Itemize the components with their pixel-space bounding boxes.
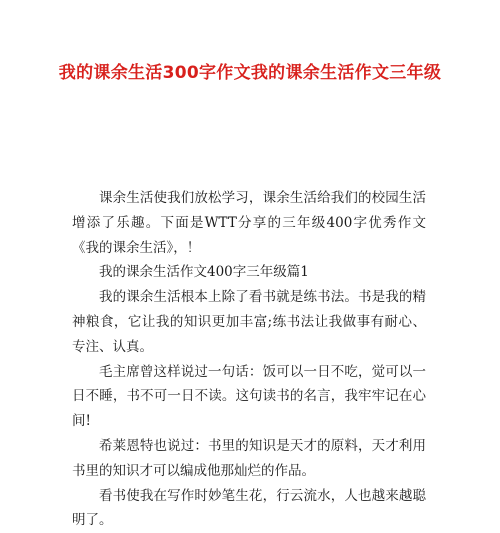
document-title: 我的课余生活300字作文我的课余生活作文三年级 [58,63,442,83]
paragraph: 希莱恩特也说过：书里的知识是天才的原料，天才利用书里的知识才可以编成他那灿烂的作品。 [72,437,426,479]
document-body [72,186,426,533]
paragraph: 我的课余生活根本上除了看书就是练书法。书是我的精神粮食，它让我的知识更加丰富;练书法让我做事有耐心、专注、认真。 [72,289,426,355]
paragraph-section-heading: 我的课余生活作文400字三年级篇1 [99,264,309,281]
paragraph: 看书使我在写作时妙笔生花，行云流水，人也越来越聪明了。 [72,487,426,529]
paragraph-intro: 课余生活使我们放松学习，课余生活给我们的校园生活增添了乐趣。下面是WTT分享的三年级400字优秀作文《我的课余生活》，！ [72,190,426,256]
paragraph: 毛主席曾这样说过一句话：饭可以一日不吃，觉可以一日不睡，书不可一日不读。这句读书的名言，我牢牢记在心间! [72,363,426,430]
